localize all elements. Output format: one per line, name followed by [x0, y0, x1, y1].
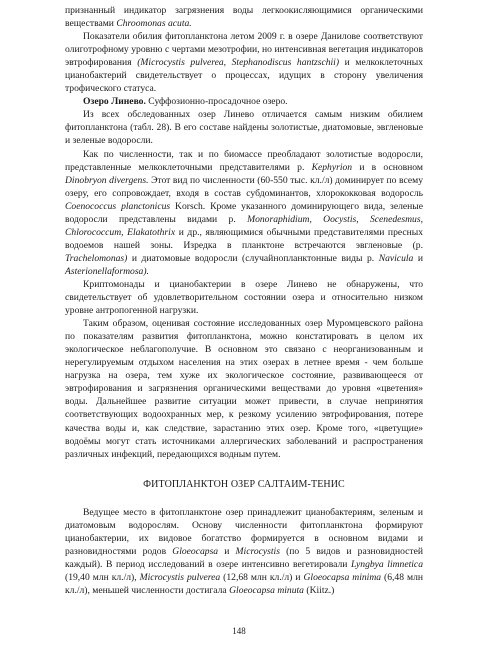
- paragraph-8: [65, 506, 423, 597]
- paragraph-text: и: [413, 252, 423, 264]
- paragraph-text: признанный индикатор загрязнения воды легкоокисляющимися органическими веществами: [65, 5, 423, 30]
- paragraph-text: Таким образом, оценивая состояние исследованных озер Муромцевского района по показателям развития фитопланктона, можно констатировать в целом их экологическое неблагополучие. В основном это связано с неорганизованным и нерегулируемым отдыхом населения на этих озерах в летнее время - чем больше нагрузка на озера, тем хуже их экологическое состояние, развивающееся от эвтрофирования и загрязнения органическими веществами до уровня «цветения» воды. Дальнейшее развитие ситуации может привести, в случае непринятия соответствующих водоохранных мер, к резкому усилению эвтрофирования, потере качества воды и, как следствие, зарастанию этих озер. Кроме того, «цветущие» водоёмы могут стать источниками аллергических заболеваний и распространения различных инфекций, передающихся водным путем.: [65, 318, 423, 460]
- paragraph-text: и диатомовые водоросли (случайнопланктонные виды р.: [127, 252, 379, 264]
- species-name: Trachelomonas): [65, 252, 128, 264]
- paragraph-text: и др., являющимися обычными представителями пресных водоемов нашей зоны. Изредка в планктоне встречаются эвгленовые (р.: [65, 226, 423, 251]
- paragraph-3: [65, 95, 423, 108]
- paragraph-text: (по 5 видов и разновидностей каждый). В период исследований в озере интенсивно вегетировали: [65, 545, 423, 570]
- paragraph-text: (Kiitz.): [303, 584, 335, 596]
- paragraph-4: [65, 108, 423, 147]
- paragraph-text: (19,40 млн кл./л),: [65, 571, 140, 583]
- paragraph-text: Как по численности, так и по биомассе преобладают золотистые водоросли, представленные мелкоклеточными представителями р.: [65, 148, 423, 173]
- species-name: Monoraphidium, Oocystis, Scenedesmus, Chlorococcum, Elakatothrix: [65, 213, 423, 238]
- paragraph-text: (6,48 млн кл./л), меньшей численности достигала: [65, 571, 423, 596]
- species-name: (Microcystis pulverea, Stephanodiscus hantzschii): [137, 57, 340, 69]
- paragraph-text: Суффозионно-просадочное озеро.: [145, 96, 288, 108]
- paragraph-text: Из всех обследованных озер Линево отличается самым низким обилием фитопланктона (табл. 28). В его составе найдены золотистые, диатомовые, эвгленовые и зеленые водоросли.: [65, 109, 423, 147]
- species-name: Asterionellaformosa).: [65, 265, 149, 277]
- paragraph-text: Показатели обилия фитопланктона летом 2009 г. в озере Данилове соответствуют олиготрофному уровню с чертами мезотрофии, но интенсивная вегетация индикаторов эвтрофирования: [65, 31, 423, 69]
- species-name: Kephyrion: [311, 161, 353, 173]
- genus-name: Gloeocapsa: [172, 545, 219, 557]
- species-name: Navicula: [378, 252, 414, 264]
- paragraph-1: [65, 4, 423, 30]
- species-name: Microcystis pulverea: [139, 571, 221, 583]
- page-body: [65, 4, 423, 597]
- species-name: Gloeocapsa minuta: [229, 584, 304, 596]
- paragraph-5: [65, 148, 423, 278]
- paragraph-text: Этот вид по численности (60-550 тыс. кл./л) доминирует по всему озеру, его сопровождает, входя в состав субдоминантов, хлорококковая водоросль: [65, 174, 423, 199]
- section-heading: ФИТОПЛАНКТОН ОЗЕР САЛТАИМ-ТЕНИС: [143, 478, 345, 490]
- paragraph-text: Korsch. Кроме указанного доминирующего вида, зеленые водоросли представлены видами р.: [65, 200, 423, 225]
- paragraph-6: [65, 278, 423, 317]
- species-name: Coenococcus planctonicus: [65, 200, 171, 212]
- species-name: Gloeocapsa minima: [303, 571, 382, 583]
- paragraph-2: [65, 30, 423, 95]
- genus-name: Microcystis: [235, 545, 280, 557]
- paragraph-text: Криптомонады и цианобактерии в озере Линево не обнаружены, что свидетельствует об удовлетворительном состоянии озера и относительно низком уровне антропогенной нагрузки.: [65, 278, 423, 317]
- paragraph-text: и: [218, 545, 236, 557]
- species-name: Lyngbya limnetica: [350, 558, 423, 570]
- paragraph-text: (12,68 млн кл./л) и: [220, 571, 304, 583]
- species-name: Chroomonas acuta.: [116, 18, 192, 30]
- lake-title: Озеро Линево.: [83, 96, 146, 108]
- paragraph-text: Ведущее место в фитопланктоне озер принадлежит цианобактериям, зеленым и диатомовым водорослям. Основу численности фитопланктона формируют цианобактерии, их видовое богатство формируется в основном видами и разновидностями родов: [65, 506, 423, 557]
- paragraph-7: [65, 317, 423, 461]
- page-number: 148: [232, 626, 246, 636]
- species-name: Dinobryon divergens.: [65, 174, 149, 186]
- paragraph-text: и мелкоклеточных цианобактерий свидетельствует о процессах, идущих в сторону увеличения трофического статуса.: [65, 57, 424, 95]
- paragraph-text: и в основном: [352, 161, 423, 173]
